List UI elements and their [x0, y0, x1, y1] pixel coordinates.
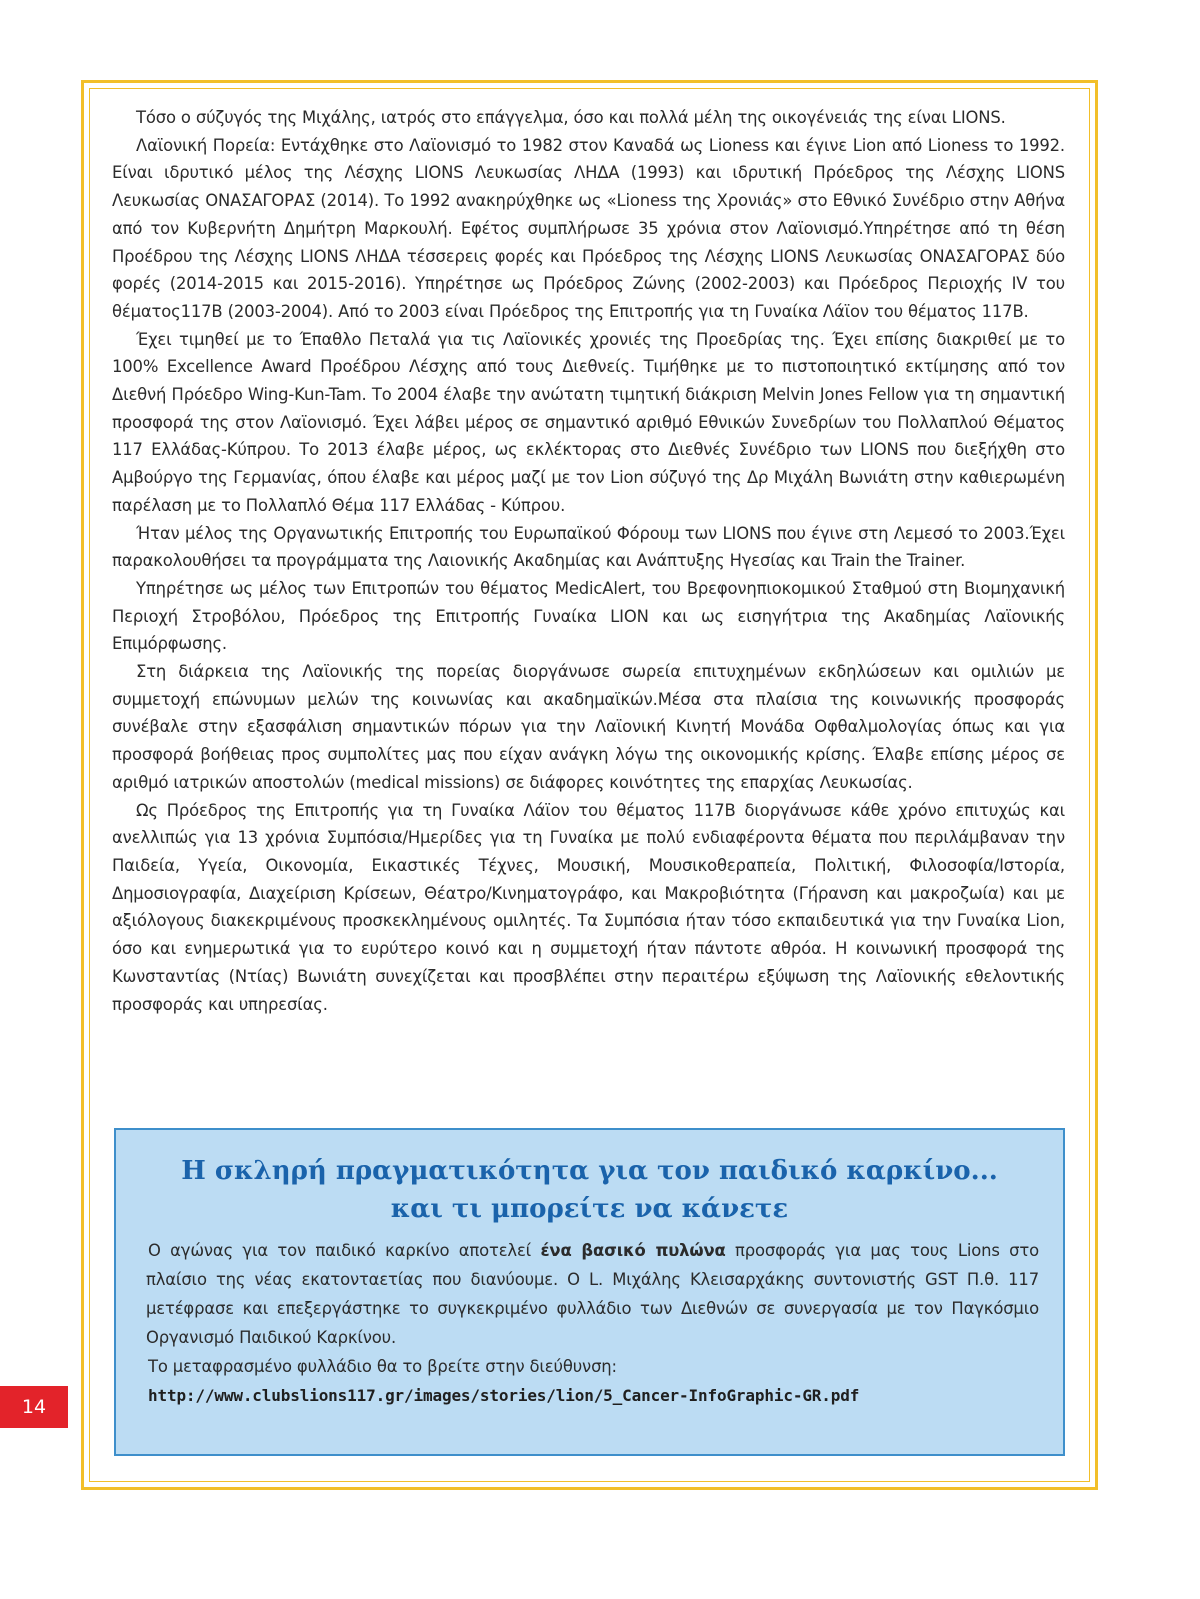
- article-paragraph-1: Τόσο ο σύζυγός της Μιχάλης, ιατρός στο επάγγελμα, όσο και πολλά μέλη της οικογένειάς της είναι LIONS.: [136, 108, 1006, 127]
- info-box-title-line-2: και τι μπορείτε να κάνετε: [390, 1194, 789, 1224]
- article-paragraph-3: Έχει τιμηθεί με το Έπαθλο Πεταλά για τις Λαϊονικές χρονιές της Προεδρίας της. Έχει επίσης διακριθεί με το 100% Excellence Award Προέδρου Λέσχης από τους Διεθνείς. Τιμήθηκε με το πιστοποιητικό εκτίμησης από τον Διεθνή Πρόεδρο Wing-Kun-Tam. Το 2004 έλαβε την ανώτατη τιμητική διάκριση Melvin Jones Fellow για τη σημαντική προσφορά της στον Λαϊονισμό. Έχει λάβει μέρος σε σημαντικό αριθμό Εθνικών Συνεδρίων του Πολλαπλού Θέματος 117 Ελλάδας-Κύπρου. Το 2013 έλαβε μέρος, ως εκλέκτορας στο Διεθνές Συνέδριο των LIONS που διεξήχθη στο Αμβούργο της Γερμανίας, όπου έλαβε και μέρος μαζί με τον Lion σύζυγό της Δρ Μιχάλη Βωνιάτη στην καθιερωμένη παρέλαση με το Πολλαπλό Θέμα 117 Ελλάδας - Κύπρου.: [112, 329, 1065, 515]
- article-body: [112, 104, 1065, 1018]
- article-paragraph-7: Ως Πρόεδρος της Επιτροπής για τη Γυναίκα Λάϊον του θέματος 117Β διοργάνωσε κάθε χρόνο επιτυχώς και ανελλιπώς για 13 χρόνια Συμπόσια/Ημερίδες για τη Γυναίκα με πολύ ενδιαφέροντα θέματα που περιλάμβαναν την Παιδεία, Υγεία, Οικονομία, Εικαστικές Τέχνες, Μουσική, Μουσικοθεραπεία, Πολιτική, Φιλοσοφία/Ιστορία, Δημοσιογραφία, Διαχείριση Κρίσεων, Θέατρο/Κινηματογράφο, και Μακροβιότητα (Γήρανση και μακροζωία) και με αξιόλογους διακεκριμένους προσκεκλημένους ομιλητές. Τα Συμπόσια ήταν τόσο εκπαιδευτικά για την Γυναίκα Lion, όσο και ενημερωτικά για το ευρύτερο κοινό και η συμμετοχή ήταν πάντοτε αθρόα. Η κοινωνική προσφορά της Κωνσταντίας (Ντίας) Βωνιάτη συνεχίζεται και προσβλέπει στην περαιτέρω εξύψωση της Λαϊονικής εθελοντικής προσφοράς και υπηρεσίας.: [112, 800, 1065, 1014]
- page-number: 14: [0, 1386, 68, 1428]
- info-box-paragraph-1-bold: ένα βασικό πυλώνα: [540, 1241, 726, 1260]
- info-box-paragraph-1: [146, 1236, 1039, 1352]
- info-box-paragraph-2: Το μεταφρασμένο φυλλάδιο θα το βρείτε στην διεύθυνση:: [148, 1357, 617, 1376]
- info-box-title-line-1: Η σκληρή πραγματικότητα για τον παιδικό καρκίνο...: [181, 1156, 998, 1186]
- info-box-text: [146, 1236, 1039, 1410]
- info-box-paragraph-1-start: Ο αγώνας για τον παιδικό καρκίνο αποτελεί: [148, 1241, 541, 1260]
- article-paragraph-2: Λαϊονική Πορεία: Εντάχθηκε στο Λαϊονισμό το 1982 στον Καναδά ως Lioness και έγινε Lion από Lioness το 1992. Είναι ιδρυτικό μέλος της Λέσχης LIONS Λευκωσίας ΛΗΔΑ (1993) και ιδρυτική Πρόεδρος της Λέσχης LIONS Λευκωσίας ΟΝΑΣΑΓΟΡΑΣ (2014). Το 1992 ανακηρύχθηκε ως «Lioness της Χρονιάς» στο Εθνικό Συνέδριο στην Αθήνα από τον Κυβερνήτη Δημήτρη Μαρκουλή. Εφέτος συμπλήρωσε 35 χρόνια στον Λαϊονισμό.Υπηρέτησε από τη θέση Προέδρου της Λέσχης LIONS ΛΗΔΑ τέσσερεις φορές και Πρόεδρος της Λέσχης LIONS Λευκωσίας ΟΝΑΣΑΓΟΡΑΣ δύο φορές (2014-2015 και 2015-2016). Υπηρέτησε ως Πρόεδρος Ζώνης (2002-2003) και Πρόεδρος Περιοχής IV του θέματος117Β (2003-2004). Από το 2003 είναι Πρόεδρος της Επιτροπής για τη Γυναίκα Λάϊον του θέματος 117Β.: [112, 135, 1065, 321]
- childhood-cancer-info-box: [114, 1128, 1065, 1456]
- brochure-url-link[interactable]: http://www.clubslions117.gr/images/stories/lion/5_Cancer-InfoGraphic-GR.pdf: [148, 1386, 860, 1405]
- article-paragraph-5: Υπηρέτησε ως μέλος των Επιτροπών του θέματος MedicAlert, του Βρεφονηπιοκομικού Σταθμού στη Βιομηχανική Περιοχή Στροβόλου, Πρόεδρος της Επιτροπής Γυναίκα LION και ως εισηγήτρια της Ακαδημίας Λαϊονικής Επιμόρφωσης.: [112, 578, 1065, 654]
- article-paragraph-4: Ήταν μέλος της Οργανωτικής Επιτροπής του Ευρωπαϊκού Φόρουμ των LIONS που έγινε στη Λεμεσό το 2003.Έχει παρακολουθήσει τα προγράμματα της Λαιονικής Ακαδημίας και Ανάπτυξης Ηγεσίας και Train the Trainer.: [112, 523, 1065, 571]
- article-paragraph-6: Στη διάρκεια της Λαϊονικής της πορείας διοργάνωσε σωρεία επιτυχημένων εκδηλώσεων και ομιλιών με συμμετοχή επώνυμων μελών της κοινωνίας και ακαδημαϊκών.Μέσα στα πλαίσια της κοινωνικής προσφοράς συνέβαλε στην εξασφάλιση σημαντικών πόρων για την Λαϊονική Κινητή Μονάδα Οφθαλμολογίας όπως και για προσφορά βοήθειας προς συμπολίτες μας που είχαν ανάγκη λόγω της οικονομικής κρίσης. Έλαβε επίσης μέρος σε αριθμό ιατρικών αποστολών (medical missions) σε διάφορες κοινότητες της επαρχίας Λευκωσίας.: [112, 662, 1065, 792]
- info-box-paragraph-1-end: προσφοράς για μας τους Lions στο πλαίσιο της νέας εκατονταετίας που διανύουμε. Ο L. Μιχάλης Κλεισαρχάκης συντονιστής GST Π.θ. 117 μετέφρασε και επεξεργάστηκε το συγκεκριμένο φυλλάδιο των Διεθνών σε συνεργασία με τον Παγκόσμιο Οργανισμό Παιδικού Καρκίνου.: [146, 1241, 1039, 1347]
- info-box-title: [116, 1152, 1063, 1228]
